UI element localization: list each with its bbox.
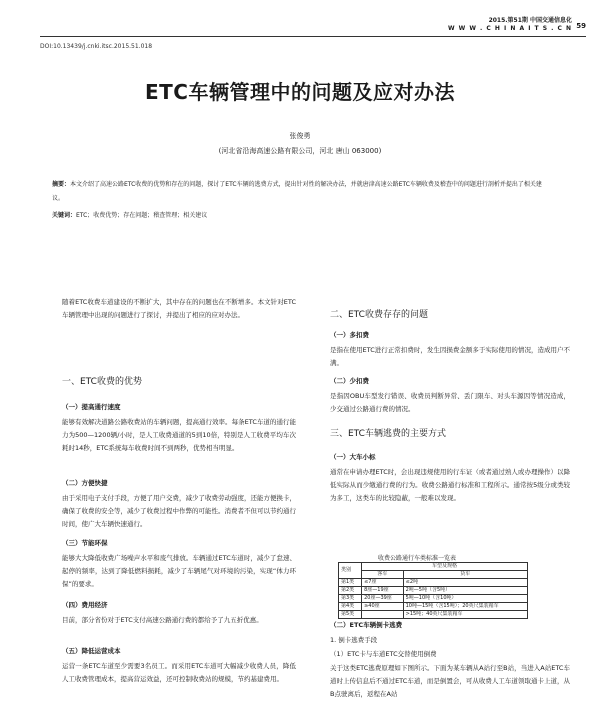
subheading-2-1: （一）多扣费 (330, 331, 369, 339)
article-title: ETC车辆管理中的问题及应对办法 (145, 80, 455, 104)
table-row (339, 611, 528, 619)
paragraph-1-5: 运营一条ETC车道至少需要3名员工。而采用ETC车道可大幅减少收费人员，降低人工收费管理成本，提高营运效益，还可控制收费站的规模，节约基建费用。 (62, 662, 296, 683)
table-row (339, 603, 528, 611)
paragraph-2-2: 是指因OBU车型发行错误、收费员判断异常、丢门限车、对头车源因等情况造成，少交通过公路通行费的情况。 (330, 392, 570, 413)
table-cell: 5吨—10吨（含10吨） (403, 595, 527, 603)
table-cell: 2吨—5吨（含5吨） (403, 587, 527, 595)
author: 张俊勇 (289, 132, 311, 140)
vehicle-class-table (338, 562, 528, 619)
table-cell: 10吨—15吨（含15吨）；20英尺集装箱车 (403, 603, 527, 611)
subheading-3-2-1-1: （1）ETC卡与车道ETC交替使用倒费 (330, 650, 437, 658)
keywords-text: ETC；收费优势；存在问题；稽查管理；相关建议 (76, 212, 208, 219)
table-header-truck: 货车 (403, 571, 527, 579)
table-header-spec: 车型及规格 (362, 563, 528, 571)
paragraph-2-1: 是指在使用ETC进行正常扣费时，发生因损费金额多于实际使用的情况，造成用户不满。 (330, 346, 570, 367)
subheading-3-2: （二）ETC车辆倒卡逃费 (330, 621, 403, 629)
affiliation: (河北省沿海高速公路有限公司，河北 唐山 063000) (218, 147, 382, 155)
paragraph-1-1: 能够有效解决道路公路收费站的车辆问题，提高通行效率。每条ETC车道的通行能力为500—1200辆/小时，是人工收费通道的5到10倍，特别是人工收费平均车次耗时14秒，ETC系统每车收费时间不到两秒，优势相当明显。 (62, 418, 296, 452)
table-row (339, 595, 528, 603)
table-cell: 第4类 (339, 603, 362, 611)
subheading-1-1: （一）提高通行速度 (62, 403, 121, 411)
section-heading-3: 三、ETC车辆逃费的主要方式 (330, 429, 446, 439)
table-cell: 第2类 (339, 587, 362, 595)
table-title: 收费公路通行车类标准一览表 (378, 555, 457, 562)
header-rule (40, 36, 586, 37)
intro-paragraph: 随着ETC收费车道建设的不断扩大，其中存在的问题也在不断增多。本文针对ETC车辆管理中出现的问题进行了探讨，并提出了相应的应对办法。 (62, 298, 296, 319)
abstract-label: 摘要： (52, 181, 71, 188)
abstract-text: 本文介绍了高速公路ETC收费的优势和存在的问题，探讨了ETC车辆的逃费方式，提出针对性的解决办法，并就唐津高速公路ETC车辆收费及稽查中的问题进行剖析并提出了相关建议。 (52, 181, 542, 202)
section-heading-1: 一、ETC收费的优势 (62, 377, 142, 387)
table-row (339, 579, 528, 587)
subheading-1-3: （三）节能环保 (62, 539, 108, 547)
table-header-class: 类别 (339, 563, 362, 579)
doi: DOI:10.13439/j.cnki.itsc.2015.51.018 (40, 43, 153, 50)
page-number: 59 (576, 22, 586, 30)
paragraph-1-4: 目前，部分省份对于ETC支付高速公路通行费的都给予了九五折优惠。 (62, 616, 263, 624)
subheading-3-1: （一）大车小标 (330, 453, 376, 461)
subheading-1-4: （四）费用经济 (62, 601, 108, 609)
subheading-3-2-1: 1. 倒卡逃费手段 (330, 636, 378, 644)
table-cell: ≤2吨 (403, 579, 527, 587)
paragraph-3-1: 通常在申请办理ETC时，会出现违规使用的行车证（或者通过熟人或办理操作）以降低实际从而少缴通行费的行为。收费公路通行标准和工程所示。通常按5级分或类较为多工，这类车的比较隐蔽，一般难以发现。 (330, 468, 570, 502)
table-cell: ≤7座 (362, 579, 404, 587)
paragraph-1-3: 能够大大降低收费广场噪声水平和废气排放。车辆通过ETC车道时，减少了怠速、起停的频率，达到了降低燃料损耗，减少了车辆尾气对环境的污染，实现“体力环保”的要求。 (62, 554, 296, 588)
table-cell: >15吨；40英尺集装箱车 (403, 611, 527, 619)
table-cell (362, 611, 404, 619)
journal-header (448, 17, 572, 33)
section-heading-2: 二、ETC收费存存的问题 (330, 310, 428, 320)
abstract (52, 178, 552, 206)
table-row (339, 587, 528, 595)
table-cell: 第3类 (339, 595, 362, 603)
table-header-row (339, 563, 528, 571)
paragraph-3-2: 关于这类ETC逃费原理如下图所示。下面为某车辆从A站行至B站，当进入A站ETC车道时上传信息后不通过ETC车道，而是倒置会，可从收费人工车道领取通卡上道，从B点驶离后，返程在A站 (330, 664, 570, 698)
subheading-1-5: （五）降低运营成本 (62, 647, 121, 655)
keywords-label: 关键词： (52, 212, 77, 219)
table-cell: 第5类 (339, 611, 362, 619)
subheading-2-2: （二）少扣费 (330, 377, 369, 385)
table-header-bus: 客车 (362, 571, 404, 579)
table-cell: 8座—19座 (362, 587, 404, 595)
table-cell: 第1类 (339, 579, 362, 587)
table-subheader-row (339, 571, 528, 579)
journal-name: 2015.第51期 中国交通信息化 (488, 17, 572, 24)
paragraph-1-2: 由于采用电子支付手段，方便了用户交费，减少了收费劳动强度，还能方便换卡，确保了收费的安全等，减少了收费过程中作弊的可能性。消费者不但可以节约通行时间，使广大车辆快速通行。 (62, 494, 296, 528)
keywords (52, 210, 552, 219)
table-cell: ≥40座 (362, 603, 404, 611)
journal-site: W W W . C H I N A I T S . C N (447, 25, 572, 32)
subheading-1-2: （二）方便快捷 (62, 479, 108, 487)
table-cell: 20座—39座 (362, 595, 404, 603)
